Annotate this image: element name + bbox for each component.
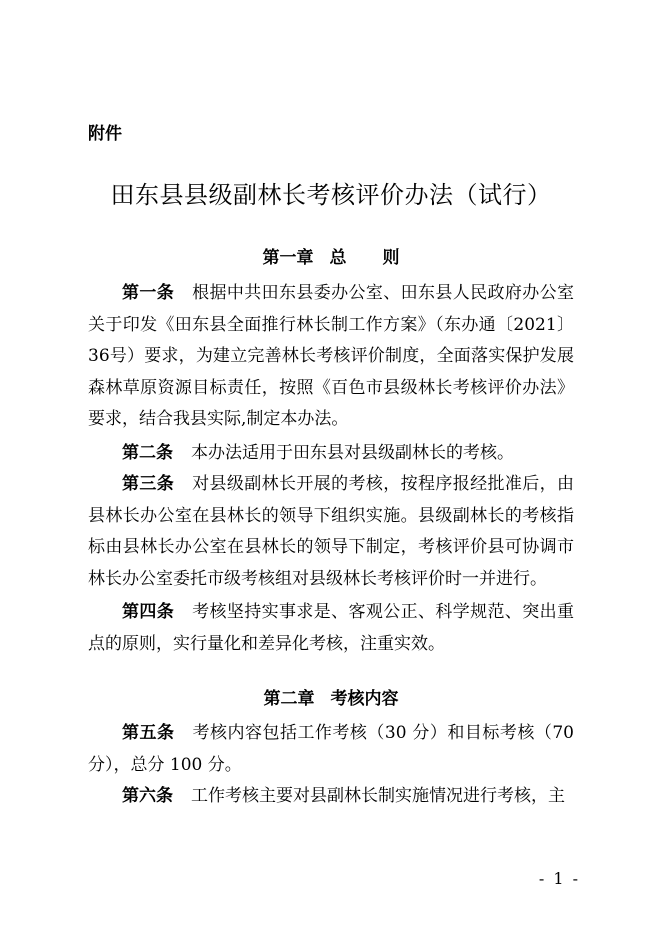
article-paragraph xyxy=(88,781,574,813)
article-label: 第六条 xyxy=(122,786,173,806)
article-paragraph xyxy=(88,438,574,470)
article-label: 第一条 xyxy=(122,283,175,303)
article-paragraph xyxy=(88,469,574,595)
article-paragraph xyxy=(88,597,574,660)
article-label: 第五条 xyxy=(122,723,175,743)
article-text: 考核坚持实事求是、客观公正、科学规范、突出重点的原则，实行量化和差异化考核，注重实效。 xyxy=(88,602,574,654)
article-text: 对县级副林长开展的考核，按程序报经批准后，由县林长办公室在县林长的领导下组织实施。县级副林长的考核指标由县林长办公室在县林长的领导下制定，考核评价县可协调市林长办公室委托市级考核组对县级林长考核评价时一并进行。 xyxy=(88,474,574,589)
chapter-title-part: 总 xyxy=(329,248,347,268)
chapter-number: 第二章 xyxy=(263,689,315,709)
article-label: 第二条 xyxy=(122,443,173,463)
chapter-heading xyxy=(0,687,662,711)
article-paragraph xyxy=(88,278,574,436)
article-label: 第四条 xyxy=(122,602,175,622)
article-label: 第三条 xyxy=(122,474,175,494)
article-text: 根据中共田东县委办公室、田东县人民政府办公室关于印发《田东县全面推行林长制工作方案》（东办通〔2021〕36号）要求，为建立完善林长考核评价制度，全面落实保护发展森林草原资源目标责任，按照《百色市县级林长考核评价办法》要求，结合我县实际,制定本办法。 xyxy=(88,283,574,429)
article-text: 工作考核主要对县副林长制实施情况进行考核，主 xyxy=(191,786,565,806)
chapter-title-part: 则 xyxy=(382,248,400,268)
article-text: 考核内容包括工作考核（30 分）和目标考核（70 分），总分 100 分。 xyxy=(88,723,575,775)
document-title: 田东县县级副林长考核评价办法（试行） xyxy=(110,181,552,209)
article-text: 本办法适用于田东县对县级副林长的考核。 xyxy=(191,443,514,463)
chapter-heading xyxy=(0,246,662,270)
article-paragraph xyxy=(88,718,574,781)
attachment-label: 附件 xyxy=(88,124,122,144)
page-number: - 1 - xyxy=(538,869,580,888)
chapter-number: 第一章 xyxy=(262,248,314,268)
chapter-title: 考核内容 xyxy=(330,689,399,709)
